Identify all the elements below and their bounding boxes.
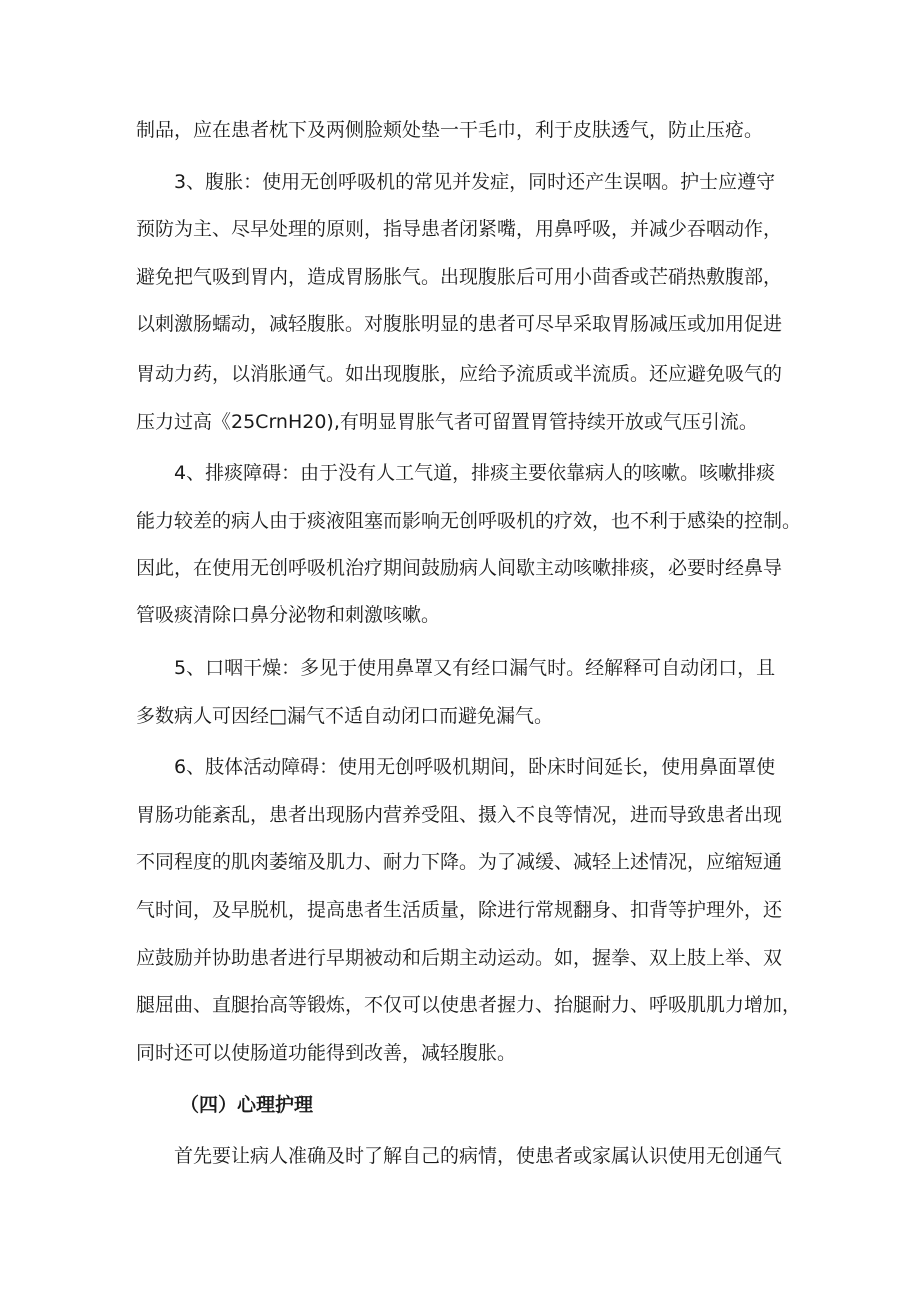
text-line: 腿屈曲、直腿抬高等锻炼，不仅可以使患者握力、抬腿耐力、呼吸肌肌力增加，: [136, 994, 802, 1016]
text-line: 不同程度的肌肉萎缩及肌力、耐力下降。为了减缓、减轻上述情况，应缩短通: [136, 851, 783, 873]
text-line: 以刺激肠蠕动，减轻腹胀。对腹胀明显的患者可尽早采取胃肠减压或加用促进: [136, 313, 783, 335]
text-line: 能力较差的病人由于痰液阻塞而影响无创呼吸机的疗效，也不利于感染的控制。: [136, 510, 802, 532]
text-line: 3、腹胀：使用无创呼吸机的常见并发症，同时还产生误咽。护士应遵守: [174, 171, 776, 193]
text-line: 管吸痰清除口鼻分泌物和刺激咳嗽。: [136, 604, 441, 626]
text-line: 气时间，及早脱机，提高患者生活质量，除进行常规翻身、扣背等护理外，还: [136, 899, 783, 921]
text-line: 6、肢体活动障碍：使用无创呼吸机期间，卧床时间延长，使用鼻面罩使: [174, 756, 776, 778]
text-line: 4、排痰障碍：由于没有人工气道，排痰主要依靠病人的咳嗽。咳嗽排痰: [174, 462, 776, 484]
text-line: 胃肠功能紊乱，患者出现肠内营养受阻、摄入不良等情况，进而导致患者出现: [136, 804, 783, 826]
text-line: 同时还可以使肠道功能得到改善，减轻腹胀。: [136, 1042, 517, 1064]
text-line: 5、口咽干燥：多见于使用鼻罩又有经口漏气时。经解释可自动闭口，且: [174, 657, 776, 679]
text-line: 压力过高《25CrnH20),有明显胃胀气者可留置胃管持续开放或气压引流。: [136, 411, 758, 433]
text-line: 多数病人可因经□漏气不适自动闭口而避免漏气。: [136, 705, 553, 727]
text-line: 首先要让病人准确及时了解自己的病情，使患者或家属认识使用无创通气: [174, 1145, 783, 1167]
text-line: 预防为主、尽早处理的原则，指导患者闭紧嘴，用鼻呼吸，并减少吞咽动作，: [136, 218, 783, 240]
text-line: 因此，在使用无创呼吸机治疗期间鼓励病人间歇主动咳嗽排痰，必要时经鼻导: [136, 557, 783, 579]
text-line: 应鼓励并协助患者进行早期被动和后期主动运动。如，握拳、双上肢上举、双: [136, 947, 783, 969]
section-heading: （四）心理护理: [180, 1094, 314, 1116]
text-line: 制品，应在患者枕下及两侧脸颊处垫一干毛巾，利于皮肤透气，防止压疮。: [136, 119, 764, 141]
text-line: 避免把气吸到胃内，造成胃肠胀气。出现腹胀后可用小茴香或芒硝热敷腹部，: [136, 266, 783, 288]
text-line: 胃动力药，以消胀通气。如出现腹胀，应给予流质或半流质。还应避免吸气的: [136, 363, 783, 385]
